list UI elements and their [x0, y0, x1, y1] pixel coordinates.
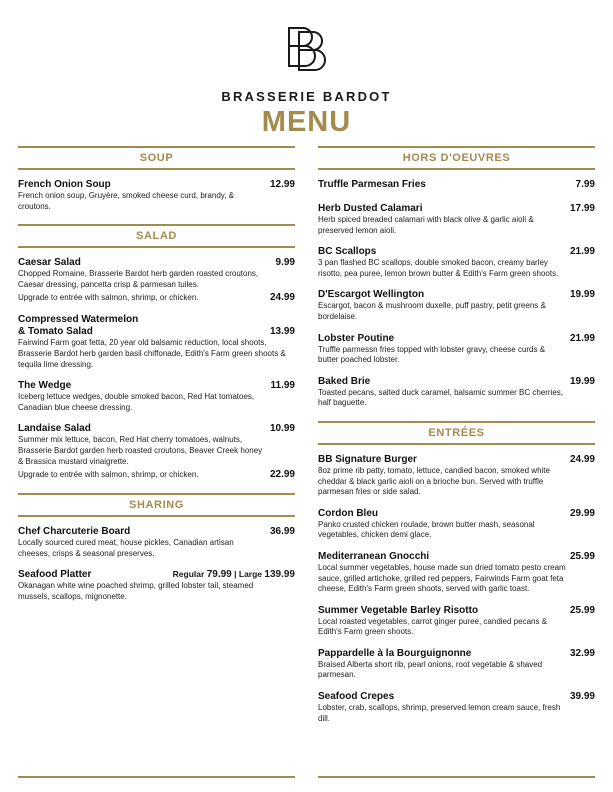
item-row	[318, 246, 595, 258]
item-price: 21.99	[569, 246, 595, 258]
item-name: French Onion Soup	[18, 179, 111, 190]
item-name: Summer Vegetable Barley Risotto	[318, 604, 479, 616]
item-description: 3 pan flashed BC scallops, double smoked bacon, creamy barley risotto, pea puree, lemon brown butter & Edith's Farm green shoots.	[318, 258, 559, 278]
item-row	[18, 179, 295, 191]
section-title: ENTRÉES	[428, 426, 485, 439]
left-column	[18, 146, 295, 613]
item-row	[318, 508, 595, 520]
section-header-hors-doeuvres	[318, 146, 595, 170]
item-price: 11.99	[270, 380, 295, 392]
item-description: Locally sourced cured meat, house pickles, Canadian artisan cheeses, crisps & seasonal preserves.	[18, 538, 234, 558]
item-row	[318, 333, 595, 345]
item-name: Chef Charcuterie Board	[18, 526, 131, 538]
menu-title: MENU	[261, 106, 352, 138]
item-description: Chopped Romaine, Brasserie Bardot herb garden roasted croutons, Caesar dressing, pancetta crisp & parmesan tuiles.	[18, 269, 259, 289]
item-description: Summer mix lettuce, bacon, Red Hat cherry tomatoes, walnuts, Brasserie Bardot garden herb roasted croutons, Beaver Creek honey & Brassica mustard vinaigrette.	[18, 435, 263, 466]
menu-item	[318, 691, 595, 724]
item-price: 36.99	[269, 526, 295, 538]
item-name: Baked Brie	[318, 375, 371, 387]
item-upgrade-price: 24.99	[269, 292, 295, 304]
item-row	[318, 605, 595, 617]
item-name: Lobster Poutine	[318, 332, 395, 344]
item-row	[18, 326, 295, 338]
item-price: 10.99	[269, 423, 295, 435]
restaurant-name: BRASSERIE BARDOT	[221, 89, 392, 104]
item-description: Okanagan white wine poached shrimp, grilled lobster tail, steamed mussels, scallops, mignonette.	[18, 581, 254, 601]
menu-item	[318, 203, 595, 236]
item-row	[318, 648, 595, 660]
item-name: Herb Dusted Calamari	[318, 203, 423, 214]
item-description: Local roasted vegetables, carrot ginger puree, candied pecans & Edith's Farm green shoots.	[318, 616, 548, 637]
section-title: SALAD	[136, 230, 177, 243]
item-name: The Wedge	[18, 380, 72, 392]
menu-item	[318, 508, 595, 541]
item-name: Seafood Platter	[18, 569, 92, 581]
menu-item	[318, 179, 595, 191]
menu-item	[318, 551, 595, 595]
menu-item	[18, 257, 295, 304]
bottom-rule-left	[18, 776, 295, 778]
item-name: Truffle Parmesan Fries	[318, 179, 426, 190]
menu-item	[18, 526, 295, 559]
item-row	[18, 569, 295, 581]
item-price: 12.99	[269, 179, 295, 190]
item-price: 39.99	[569, 691, 595, 703]
menu-item	[18, 423, 295, 481]
item-row	[318, 691, 595, 703]
item-name: Mediterranean Gnocchi	[318, 550, 430, 562]
item-price: 25.99	[569, 550, 595, 562]
menu-item	[18, 569, 295, 602]
section-header-entrees	[318, 421, 595, 445]
item-row	[318, 203, 595, 215]
menu-item	[18, 380, 295, 413]
item-description: Toasted pecans, salted duck caramel, balsamic summer BC cherries, half baguette.	[318, 387, 563, 408]
item-description: Truffle parmessn fries topped with lobster gravy, cheese curds & butter poached lobster.	[318, 344, 546, 365]
item-name: Cordon Bleu	[318, 507, 378, 519]
right-column	[318, 146, 595, 734]
section-header-soup	[18, 146, 295, 170]
section-title: SHARING	[129, 499, 184, 512]
section-header-salad	[18, 224, 295, 248]
item-row	[318, 454, 595, 466]
item-row	[18, 423, 295, 435]
item-description: Escargot, bacon & mushroom duxelle, puff pastry, petit greens & bordelaise.	[318, 301, 546, 321]
menu-item	[318, 605, 595, 638]
item-description: Braised Alberta short rib, pearl onions, root vegetable & shaved parmesan.	[318, 659, 543, 680]
item-upgrade: Upgrade to entrée with salmon, shrimp, or chicken.	[18, 293, 199, 303]
item-price: 19.99	[569, 375, 595, 387]
item-row	[18, 292, 295, 304]
item-name: Seafood Crepes	[318, 691, 395, 703]
item-description: Local summer vegetables, house made sun dried tomato pesto cream sauce, grilled artichoke, grilled red peppers, Fairwinds Farm goat feta cheese, Edith's Farm green shoots, served with garlic toast.	[318, 562, 566, 594]
item-price: 25.99	[569, 604, 595, 616]
menu-item	[18, 314, 295, 370]
item-name-line2: & Tomato Salad	[18, 326, 93, 338]
item-description: Herb spiced breaded calamari with black olive & garlic aioli & preserved lemon aioli.	[318, 215, 534, 235]
bb-monogram-icon	[285, 24, 329, 72]
item-name: Caesar Salad	[18, 257, 81, 269]
item-description: French onion soup, Gruyère, smoked cheese curd, brandy, & croutons.	[18, 191, 234, 211]
section-header-sharing	[18, 493, 295, 517]
item-row	[18, 469, 295, 481]
item-price: 32.99	[569, 647, 595, 659]
menu-item	[318, 376, 595, 409]
item-price: 9.99	[275, 257, 295, 269]
item-row	[318, 179, 595, 191]
menu-item	[18, 179, 295, 212]
item-description: Iceberg lettuce wedges, double smoked bacon, Red Hat tomatoes, Canadian blue cheese dressing.	[18, 392, 255, 412]
menu-item	[318, 333, 595, 366]
item-description: Panko crusted chicken roulade, brown butter mash, seasonal vegetables, chicken demi glace.	[318, 519, 535, 540]
item-row	[318, 376, 595, 388]
section-title: HORS D'OEUVRES	[402, 152, 511, 164]
item-price: 21.99	[569, 332, 595, 344]
item-name: Compressed Watermelon	[18, 314, 139, 326]
item-name: Landaise Salad	[18, 423, 91, 435]
bottom-rule-right	[318, 776, 595, 778]
item-upgrade-price: 22.99	[269, 469, 295, 481]
menu-item	[318, 648, 595, 681]
item-name: Pappardelle à la Bourguignonne	[318, 647, 472, 659]
item-row	[18, 257, 295, 269]
item-price: 19.99	[569, 289, 595, 301]
item-row	[18, 380, 295, 392]
item-row	[318, 289, 595, 301]
item-description: Fairwind Farm goat fetta, 20 year old balsamic reduction, local shoots, Brasserie Bardot herb garden basil chiffonade, Edith's Farm green shoots & tequila lime dressing.	[18, 338, 286, 369]
item-description: 8oz prime rib patty, tomato, lettuce, candied bacon, smoked white cheddar & black garlic aioli on a brioche bun. Served with truffle parmesan fries or side salad.	[318, 465, 550, 497]
menu-item	[318, 454, 595, 498]
item-upgrade: Upgrade to entrée with salmon, shrimp, or chicken.	[18, 470, 199, 480]
item-name: BC Scallops	[318, 246, 377, 258]
menu-item	[318, 289, 595, 322]
item-price: 7.99	[575, 179, 595, 190]
item-row	[318, 551, 595, 563]
item-description: Lobster, crab, scallops, shrimp, preserved lemon cream sauce, fresh dill.	[318, 703, 561, 723]
item-price: 13.99	[269, 326, 295, 338]
item-name: D'Escargot Wellington	[318, 289, 425, 301]
item-size-prices: Regular 79.99 | Large 139.99	[172, 569, 295, 581]
item-price: 29.99	[569, 507, 595, 519]
item-price: 24.99	[569, 453, 595, 465]
item-price: 17.99	[569, 203, 595, 214]
section-title: SOUP	[139, 152, 174, 164]
menu-item	[318, 246, 595, 279]
item-name: BB Signature Burger	[318, 453, 417, 465]
item-row	[18, 526, 295, 538]
